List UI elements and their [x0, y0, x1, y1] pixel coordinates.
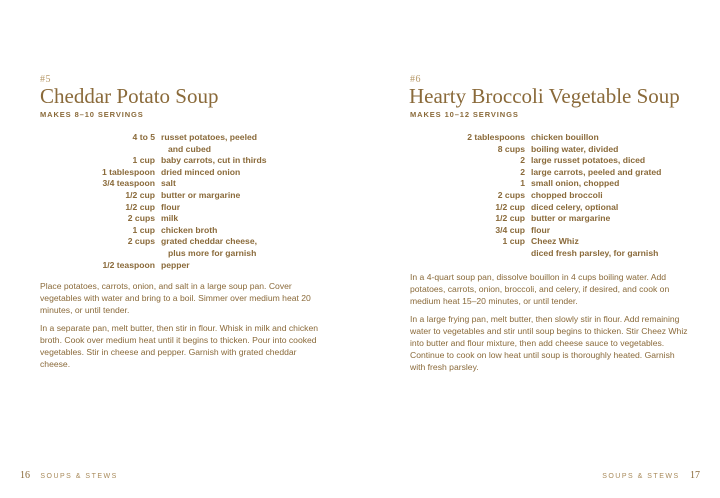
ingredient-row: [40, 260, 267, 272]
ingredient-row: [40, 155, 267, 167]
ingredient-row: [410, 167, 661, 179]
ingredient-row: [40, 190, 267, 202]
ingredient-quantity: 1/2 cup: [125, 201, 155, 212]
page-number: 17: [690, 470, 700, 481]
ingredient-row: [410, 132, 661, 144]
ingredient-item: grated cheddar cheese,: [161, 236, 258, 247]
instruction-paragraph: In a separate pan, melt butter, then stir in flour. Whisk in milk and chicken broth. Cook over medium heat until it begins to thicken. Pour into cooked vegetables. Stir in cheese and pepper. Garnish with grated cheddar cheese.: [40, 322, 318, 370]
ingredient-item: dried minced onion: [161, 166, 241, 177]
ingredient-quantity: 2 cups: [127, 213, 155, 224]
servings-label: MAKES 10–12 SERVINGS: [410, 110, 519, 119]
ingredient-row: [410, 155, 661, 167]
ingredient-row: [40, 236, 267, 248]
ingredient-quantity: 1/2 cup: [125, 189, 155, 200]
ingredient-quantity: 1 cup: [132, 155, 155, 166]
ingredient-row: [410, 144, 661, 156]
ingredient-row-continued: [40, 248, 267, 260]
instructions: [40, 280, 320, 375]
ingredient-item: russet potatoes, peeled: [161, 132, 257, 142]
ingredient-row: [410, 213, 661, 225]
ingredient-quantity: 2: [520, 166, 525, 177]
ingredient-row: [410, 248, 661, 260]
ingredient-quantity: [410, 248, 531, 260]
ingredient-quantity: 1/2 cup: [495, 201, 525, 212]
ingredient-item: Cheez Whiz: [531, 236, 579, 247]
ingredient-quantity: 2 cups: [127, 236, 155, 247]
ingredient-item: milk: [161, 213, 179, 224]
ingredient-quantity: 3/4 cup: [495, 224, 525, 235]
ingredient-quantity: 8 cups: [497, 143, 525, 154]
ingredient-row: [40, 213, 267, 225]
ingredient-item: flour: [531, 224, 551, 235]
ingredient-item: small onion, chopped: [531, 178, 620, 189]
ingredient-item: large russet potatoes, diced: [531, 155, 646, 166]
ingredient-quantity: 1/2 teaspoon: [102, 259, 155, 270]
ingredient-row: [410, 225, 661, 237]
recipe-title: Cheddar Potato Soup: [40, 84, 219, 108]
ingredient-quantity: 1 cup: [502, 236, 525, 247]
ingredient-item-continued: and cubed: [168, 143, 211, 154]
ingredient-quantity: 1 cup: [132, 224, 155, 235]
ingredient-row: [40, 178, 267, 190]
ingredient-row-continued: [40, 144, 267, 156]
section-name: SOUPS & STEWS: [40, 473, 118, 480]
ingredient-item-continued: plus more for garnish: [168, 247, 257, 258]
ingredient-row: [40, 202, 267, 214]
recipe-number: #5: [40, 74, 51, 85]
instruction-paragraph: In a large frying pan, melt butter, then slowly stir in flour. Add remaining water to vegetables and stir until soup begins to thicken. Stir Cheez Whiz into butter and flour mixture, then add cheese sauce to vegetables. Continue to cook on low heat until soup is thoroughly heated. Garnish with fresh parsley.: [410, 313, 688, 373]
instructions: [410, 271, 690, 379]
instruction-paragraph: Place potatoes, carrots, onion, and salt in a large soup pan. Cover vegetables with water and bring to a boil. Simmer over medium heat 20 minutes, or until tender.: [40, 281, 311, 316]
ingredient-item: chopped broccoli: [531, 189, 603, 200]
ingredient-item: diced fresh parsley, for garnish: [531, 247, 659, 258]
recipe-number: #6: [410, 74, 421, 85]
ingredient-quantity: 1 tablespoon: [101, 166, 155, 177]
page-folio: [602, 470, 700, 481]
servings-label: MAKES 8–10 SERVINGS: [40, 110, 144, 119]
ingredient-row: [410, 202, 661, 214]
ingredient-row: [410, 190, 661, 202]
instruction-paragraph: In a 4-quart soup pan, dissolve bouillon in 4 cups boiling water. Add potatoes, carrots, onion, broccoli, and celery, if desired, and cook on medium heat 15–20 minutes, or until tender.: [410, 272, 670, 307]
ingredient-row: [40, 132, 267, 144]
page-number: 16: [20, 470, 30, 481]
ingredient-item: chicken broth: [161, 224, 218, 235]
ingredient-item: large carrots, peeled and grated: [531, 166, 662, 177]
ingredient-quantity: 4 to 5: [132, 132, 155, 142]
ingredient-row: [40, 225, 267, 237]
ingredient-list: [410, 132, 661, 260]
ingredient-list: [40, 132, 267, 271]
ingredient-item: boiling water, divided: [531, 143, 619, 154]
ingredient-quantity: 2 cups: [497, 189, 525, 200]
page-folio: [20, 470, 118, 481]
ingredient-quantity: 1/2 cup: [495, 213, 525, 224]
ingredient-quantity: 2 tablespoons: [467, 132, 525, 142]
ingredient-item: butter or margarine: [531, 213, 611, 224]
ingredient-quantity: 2: [520, 155, 525, 166]
ingredient-item: butter or margarine: [161, 189, 241, 200]
ingredient-item: flour: [161, 201, 181, 212]
ingredient-row: [410, 178, 661, 190]
ingredient-item: pepper: [161, 259, 190, 270]
ingredient-quantity: 3/4 teaspoon: [102, 178, 155, 189]
ingredient-item: diced celery, optional: [531, 201, 619, 212]
ingredient-quantity: 1: [520, 178, 525, 189]
recipe-title: Hearty Broccoli Vegetable Soup: [409, 84, 680, 108]
right-page: [360, 0, 720, 498]
ingredient-row: [40, 167, 267, 179]
ingredient-item: salt: [161, 178, 176, 189]
ingredient-item: baby carrots, cut in thirds: [161, 155, 267, 166]
ingredient-row: [410, 236, 661, 248]
section-name: SOUPS & STEWS: [602, 473, 680, 480]
ingredient-item: chicken bouillon: [531, 132, 599, 142]
